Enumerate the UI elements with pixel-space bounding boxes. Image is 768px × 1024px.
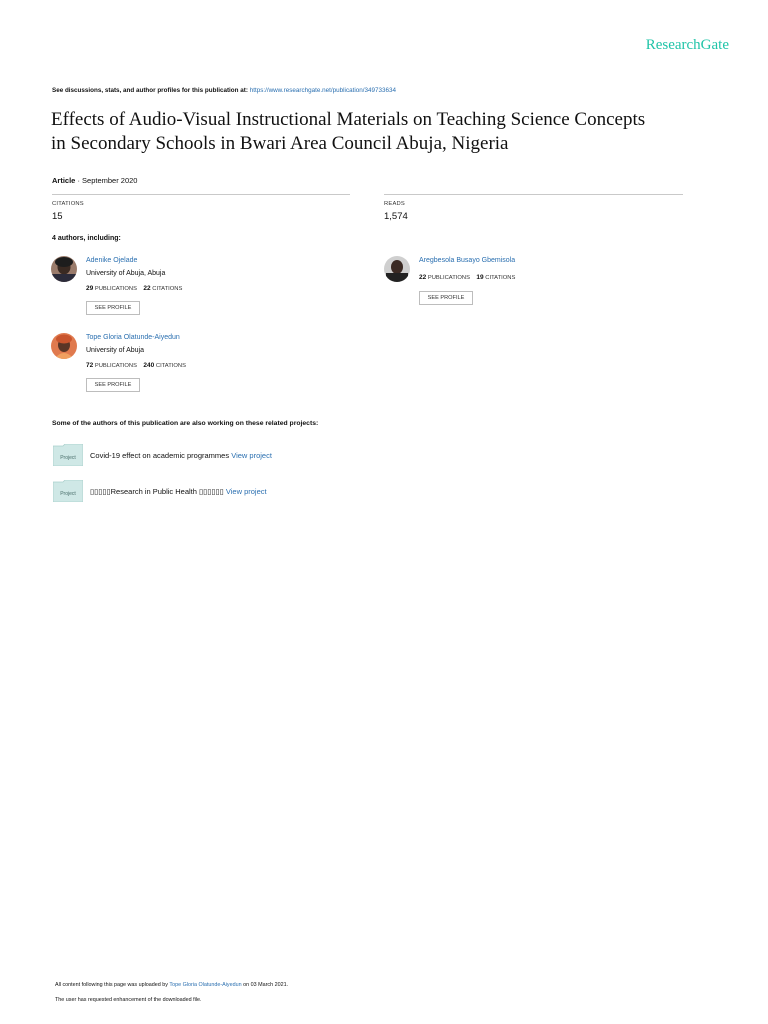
publication-url-link[interactable]: https://www.researchgate.net/publication/349733634	[249, 87, 397, 94]
enhancement-note: The user has requested enhancement of the downloaded file.	[55, 997, 202, 1003]
publications-label: PUBLICATIONS	[94, 286, 137, 292]
divider-left	[52, 194, 350, 195]
uploader-link[interactable]: Tope Gloria Olatunde-Aiyedun	[169, 982, 242, 988]
citations-count: 240	[143, 362, 155, 369]
author-affiliation: University of Abuja	[86, 347, 144, 354]
see-profile-button[interactable]: SEE PROFILE	[419, 291, 473, 305]
author-citations-label: CITATIONS	[155, 363, 186, 369]
see-profile-button[interactable]: SEE PROFILE	[86, 301, 140, 315]
author-name-link[interactable]: Adenike Ojelade	[86, 257, 138, 264]
citations-count: 19	[476, 274, 484, 281]
reads-value: 1,574	[384, 211, 408, 222]
related-projects-heading: Some of the authors of this publication are also working on these related projects:	[52, 420, 319, 427]
author-name-link[interactable]: Aregbesola Busayo Gbemisola	[419, 257, 516, 264]
citations-label: CITATIONS	[52, 201, 84, 207]
project-folder-icon[interactable]	[53, 480, 83, 502]
author-citations-label: CITATIONS	[485, 275, 516, 281]
avatar[interactable]	[51, 333, 77, 359]
publication-meta	[52, 176, 137, 185]
project-item	[90, 451, 272, 460]
citations-value: 15	[52, 211, 63, 222]
author-stats	[86, 285, 182, 292]
upload-note	[55, 982, 288, 988]
see-profile-button[interactable]: SEE PROFILE	[86, 378, 140, 392]
author-citations-label: CITATIONS	[152, 286, 183, 292]
project-title: ▯▯▯▯▯Research in Public Health ▯▯▯▯▯▯	[90, 487, 224, 496]
avatar[interactable]	[384, 256, 410, 282]
project-title: Covid-19 effect on academic programmes	[90, 451, 230, 460]
publication-title	[51, 108, 731, 156]
author-stats	[86, 362, 186, 369]
researchgate-logo[interactable]: ResearchGate	[645, 37, 729, 53]
project-icon-label: Project	[60, 491, 76, 497]
author-photo-icon	[51, 333, 77, 359]
author-stats	[419, 274, 515, 281]
title-line-2: in Secondary Schools in Bwari Area Council Abuja, Nigeria	[51, 133, 509, 154]
author-photo-icon	[384, 256, 410, 282]
publications-count: 22	[419, 274, 427, 281]
see-discussions-line	[52, 87, 396, 94]
authors-heading: 4 authors, including:	[52, 235, 121, 242]
upload-note-prefix: All content following this page was uploaded by	[55, 982, 168, 988]
publications-label: PUBLICATIONS	[94, 363, 137, 369]
avatar[interactable]	[51, 256, 77, 282]
project-item	[90, 487, 267, 496]
reads-label: READS	[384, 201, 405, 207]
project-icon-label: Project	[60, 455, 76, 461]
publications-count: 29	[86, 285, 94, 292]
publications-count: 72	[86, 362, 94, 369]
citations-count: 22	[143, 285, 151, 292]
divider-right	[384, 194, 683, 195]
upload-note-suffix: on 03 March 2021.	[243, 982, 289, 988]
view-project-link[interactable]: View project	[231, 451, 272, 460]
title-line-1: Effects of Audio-Visual Instructional Materials on Teaching Science Concepts	[51, 109, 646, 130]
author-photo-icon	[51, 256, 77, 282]
author-affiliation: University of Abuja, Abuja	[86, 270, 166, 277]
author-name-link[interactable]: Tope Gloria Olatunde-Aiyedun	[86, 334, 180, 341]
project-folder-icon[interactable]	[53, 444, 83, 466]
publication-date: · September 2020	[77, 176, 138, 185]
view-project-link[interactable]: View project	[225, 487, 267, 496]
publications-label: PUBLICATIONS	[427, 275, 470, 281]
see-discussions-label: See discussions, stats, and author profiles for this publication at:	[52, 87, 248, 94]
publication-type: Article	[52, 176, 76, 185]
